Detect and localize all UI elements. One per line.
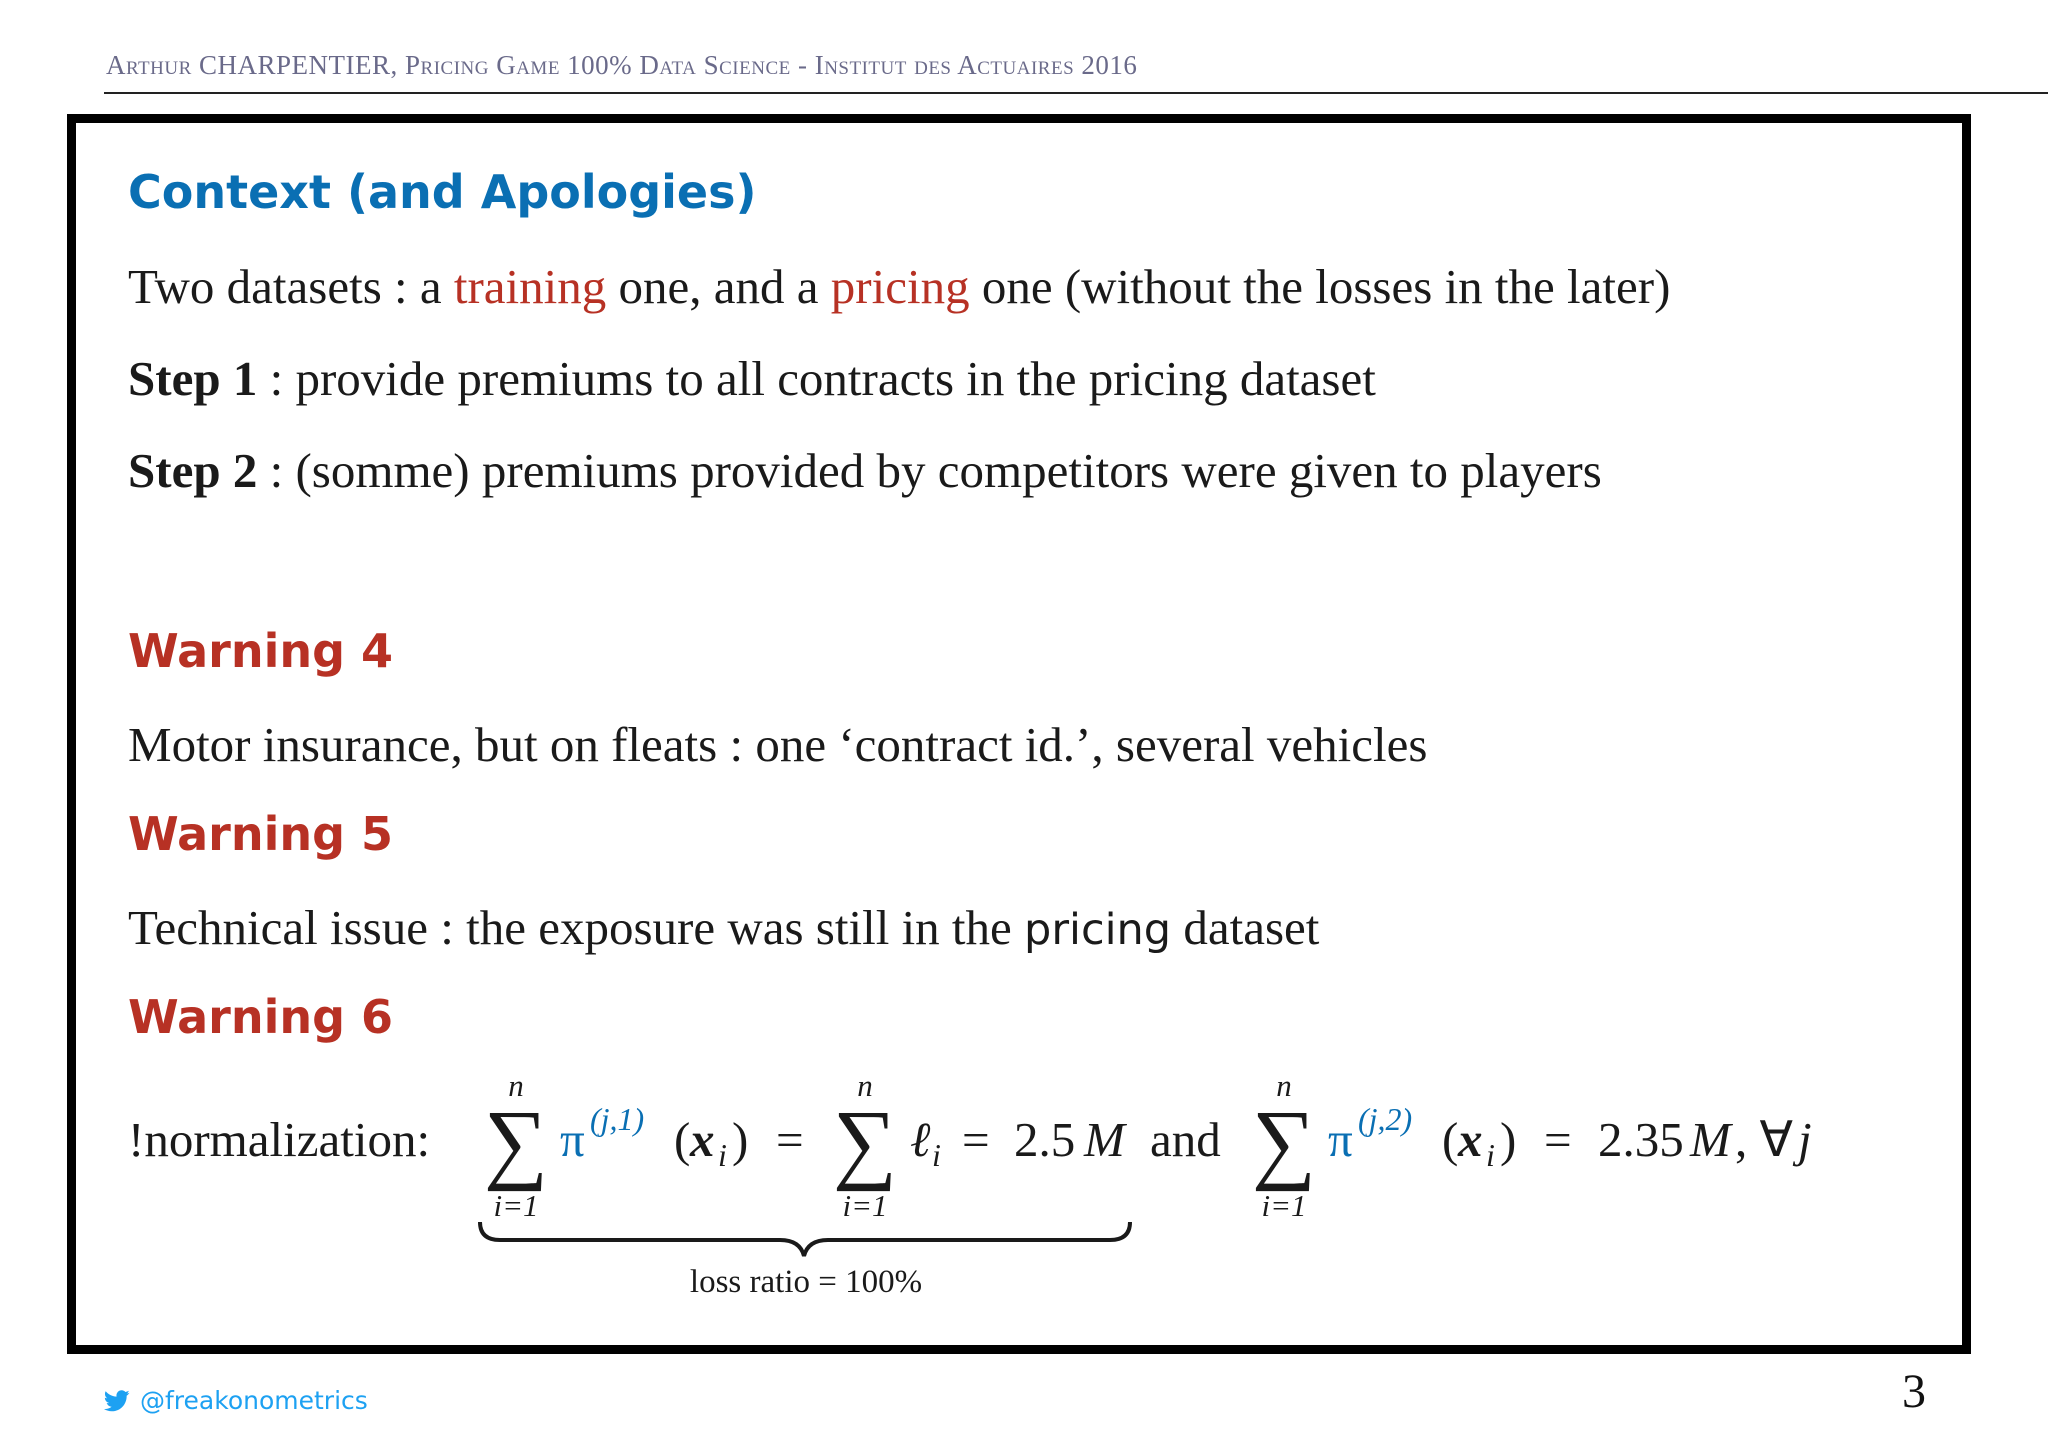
text-part: one, and a xyxy=(606,259,831,314)
text-part: Technical issue : the exposure was still in the xyxy=(128,900,1025,955)
value-2-35: 2.35 xyxy=(1598,1112,1684,1167)
text-part: Two datasets : a xyxy=(128,259,454,314)
sum3-symbol: ∑ xyxy=(1251,1093,1317,1192)
equals-sign: = xyxy=(1544,1112,1572,1167)
twitter-handle-text: @freakonometrics xyxy=(140,1386,368,1415)
text-part: dataset xyxy=(1171,900,1320,955)
pi1-superscript: (j,1) xyxy=(590,1101,645,1137)
slide-header: Arthur CHARPENTIER, Pricing Game 100% Data Science - Institut des Actuaires 2016 xyxy=(106,50,1138,80)
sum3-upper: n xyxy=(1276,1068,1292,1103)
j-symbol: j xyxy=(1798,1112,1812,1167)
text-part: one (without the losses in the later) xyxy=(969,259,1671,314)
sum1-lower: i=1 xyxy=(493,1188,539,1223)
sum2-lower: i=1 xyxy=(842,1188,888,1223)
step2-label: Step 2 xyxy=(128,443,258,498)
forall-symbol: , ∀ xyxy=(1735,1112,1794,1167)
value-2-5: 2.5 xyxy=(1014,1112,1076,1167)
arg1-open: ( xyxy=(674,1112,691,1167)
arg1-close: ) xyxy=(732,1112,749,1167)
sum3-lower: i=1 xyxy=(1261,1188,1307,1223)
x1-symbol: x xyxy=(690,1112,715,1167)
warning6-title: Warning 6 xyxy=(128,990,394,1044)
sum1-symbol: ∑ xyxy=(483,1093,549,1192)
sum2-upper: n xyxy=(857,1068,873,1103)
and-word: and xyxy=(1150,1112,1221,1167)
context-title: Context (and Apologies) xyxy=(128,165,757,219)
sum1-upper: n xyxy=(508,1068,524,1103)
warning4-title: Warning 4 xyxy=(128,624,394,678)
million-symbol: M xyxy=(1084,1112,1125,1167)
brace-label: loss ratio = 100% xyxy=(689,1264,923,1300)
twitter-handle[interactable] xyxy=(104,1386,368,1415)
million-symbol: M xyxy=(1690,1112,1731,1167)
page-number: 3 xyxy=(1902,1365,1926,1418)
equals-sign: = xyxy=(776,1112,804,1167)
pi2-symbol: π xyxy=(1328,1112,1353,1167)
arg2-close: ) xyxy=(1500,1112,1517,1167)
step1-text: : provide premiums to all contracts in the pricing dataset xyxy=(257,351,1376,406)
sum2-symbol: ∑ xyxy=(832,1093,898,1192)
pi2-superscript: (j,2) xyxy=(1358,1101,1413,1137)
ell-symbol: ℓ xyxy=(910,1112,931,1167)
pricing-word: pricing xyxy=(830,259,970,314)
step1-label: Step 1 xyxy=(128,351,258,406)
arg2-open: ( xyxy=(1442,1112,1459,1167)
step2-text: : (somme) premiums provided by competitors were given to players xyxy=(257,443,1602,498)
ell-subscript: i xyxy=(932,1137,941,1173)
warning4-text: Motor insurance, but on fleats : one ‘contract id.’, several vehicles xyxy=(128,717,1428,772)
training-word: training xyxy=(453,259,607,314)
x2-subscript: i xyxy=(1486,1137,1495,1173)
underbrace xyxy=(480,1222,1130,1256)
pi1-symbol: π xyxy=(560,1112,585,1167)
twitter-bird-icon xyxy=(104,1390,130,1412)
pricing-word: pricing xyxy=(1024,905,1172,955)
x1-subscript: i xyxy=(718,1137,727,1173)
x2-symbol: x xyxy=(1458,1112,1483,1167)
equals-sign: = xyxy=(962,1112,990,1167)
warning5-title: Warning 5 xyxy=(128,807,394,861)
formula-prefix: !normalization: xyxy=(128,1112,431,1167)
